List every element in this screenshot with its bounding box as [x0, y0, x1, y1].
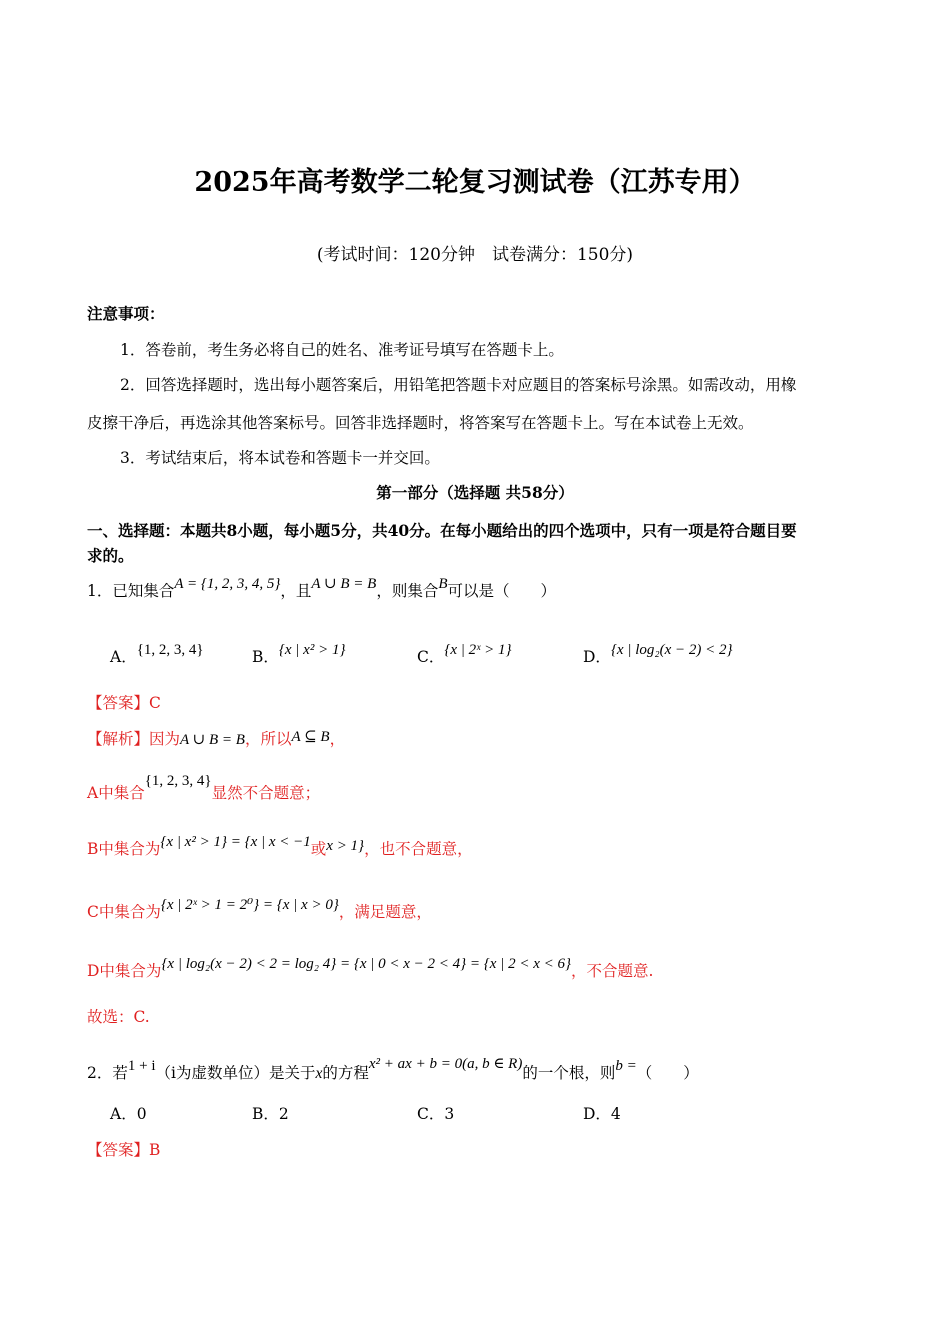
q1-answer: 【答案】C	[87, 694, 161, 712]
notice-item-2-line-2: 皮擦干净后，再选涂其他答案标号。回答非选择题时，将答案写在答题卡上。写在本试卷上无效。	[87, 414, 754, 432]
q1-c-line-math: {x | 2ˣ > 1 = 2⁰} = {x | x > 0}	[160, 897, 339, 913]
q1-b-line-math-2: x > 1}	[326, 838, 365, 854]
q1-analysis-b	[87, 834, 473, 859]
q1-option-a-math: {1, 2, 3, 4}	[136, 642, 204, 658]
q1-option-a-label: A．	[110, 648, 137, 666]
q2-mid-3: 的一个根，则	[522, 1064, 616, 1082]
q1-analysis	[87, 727, 345, 749]
q2-prefix: 2．若	[87, 1064, 128, 1082]
q1-set-a: A = {1, 2, 3, 4, 5}	[174, 576, 281, 592]
notice-heading: 注意事项：	[87, 304, 165, 323]
q1-analysis-pre: 因为	[149, 730, 181, 748]
q1-option-c-math: {x | 2ˣ > 1}	[444, 642, 512, 658]
q1-option-b	[252, 642, 345, 667]
section-instructions-line-1: 一、选择题：本题共8小题，每小题5分，共40分。在每小题给出的四个选项中，只有一项是符合题目要	[87, 521, 797, 540]
q2-mid-1: （i为虚数单位）是关于	[155, 1064, 316, 1082]
q1-analysis-a	[87, 773, 320, 803]
exam-info: (考试时间：120分钟 试卷满分：150分)	[316, 245, 634, 265]
q2-option-d: D．4	[583, 1105, 621, 1123]
q1-option-c-label: C．	[417, 648, 445, 666]
q2-option-c: C．3	[417, 1105, 455, 1123]
q1-d-line-math: {x | log₂(x − 2) < 2 = log₂ 4} = {x | 0 < x − 2 < 4} = {x | 2 < x < 6}	[161, 956, 571, 972]
q1-mid-2: ，则集合	[376, 582, 439, 600]
q1-analysis-mid: ，所以	[244, 730, 292, 748]
q1-c-line-post: ，满足题意，	[338, 903, 432, 921]
q1-prefix: 1．已知集合	[87, 582, 175, 600]
q1-mid-1: ，且	[280, 582, 312, 600]
q1-analysis-math-1: A ∪ B = B	[180, 732, 245, 748]
q1-analysis-tag: 【解析】	[87, 730, 150, 748]
q1-option-d-math: {x | log₂(x − 2) < 2}	[610, 642, 733, 658]
q1-a-line-pre: A中集合	[87, 784, 145, 802]
q1-a-line-math: {1, 2, 3, 4}	[144, 773, 212, 789]
notice-item-1: 1．答卷前，考生务必将自己的姓名、准考证号填写在答题卡上。	[120, 341, 564, 359]
q1-suffix: 可以是（ ）	[447, 582, 557, 600]
q1-option-a	[110, 642, 204, 667]
q1-conclusion: 故选：C.	[87, 1008, 150, 1026]
q1-b-line-pre: B中集合为	[87, 840, 161, 858]
q1-c-line-pre: C中集合为	[87, 903, 161, 921]
q1-d-line-pre: D中集合为	[87, 962, 162, 980]
page-title: 2025年高考数学二轮复习测试卷（江苏专用）	[194, 167, 756, 198]
q2-answer: 【答案】B	[87, 1141, 161, 1159]
q1-d-line-post: ，不合题意.	[570, 962, 654, 980]
notice-item-3: 3．考试结束后，将本试卷和答题卡一并交回。	[120, 449, 440, 467]
q1-analysis-c	[87, 895, 432, 922]
notice-item-2-line-1: 2．回答选择题时，选出每小题答案后，用铅笔把答题卡对应题目的答案标号涂黑。如需改动，用橡	[120, 376, 797, 394]
q1-analysis-math-2: A ⊆ B	[291, 729, 330, 745]
q2-equation: x² + ax + b = 0(a, b ∈ R)	[368, 1056, 523, 1072]
q2-option-a: A．0	[110, 1105, 147, 1123]
section-instructions-line-2: 求的。	[87, 546, 134, 565]
q1-option-c	[417, 642, 512, 667]
q1-option-d-label: D．	[583, 648, 611, 666]
q1-option-d	[583, 642, 733, 667]
q1-option-b-math: {x | x² > 1}	[278, 642, 346, 658]
q1-b-line-math-1: {x | x² > 1} = {x | x < −1	[160, 834, 311, 850]
q1-analysis-end: ，	[329, 730, 346, 748]
q1-condition: A ∪ B = B	[311, 576, 377, 592]
question-1-stem	[87, 574, 556, 601]
q1-b-line-post: ，也不合题意，	[364, 840, 473, 858]
q1-b-line-or: 或	[310, 840, 327, 858]
q1-analysis-d	[87, 956, 653, 981]
question-2-stem	[87, 1054, 699, 1083]
q2-var-x: x	[315, 1065, 323, 1082]
q1-option-b-label: B．	[252, 648, 279, 666]
q2-root: 1 + i	[127, 1058, 156, 1074]
q2-option-b: B．2	[252, 1105, 289, 1123]
q2-mid-2: 的方程	[322, 1064, 369, 1082]
q2-ask: b =	[615, 1058, 637, 1074]
q1-var-b: B	[438, 576, 448, 592]
q1-a-line-post: 显然不合题意；	[211, 784, 321, 802]
part-heading: 第一部分（选择题 共58分）	[376, 483, 574, 502]
q2-suffix: （ ）	[636, 1064, 699, 1082]
